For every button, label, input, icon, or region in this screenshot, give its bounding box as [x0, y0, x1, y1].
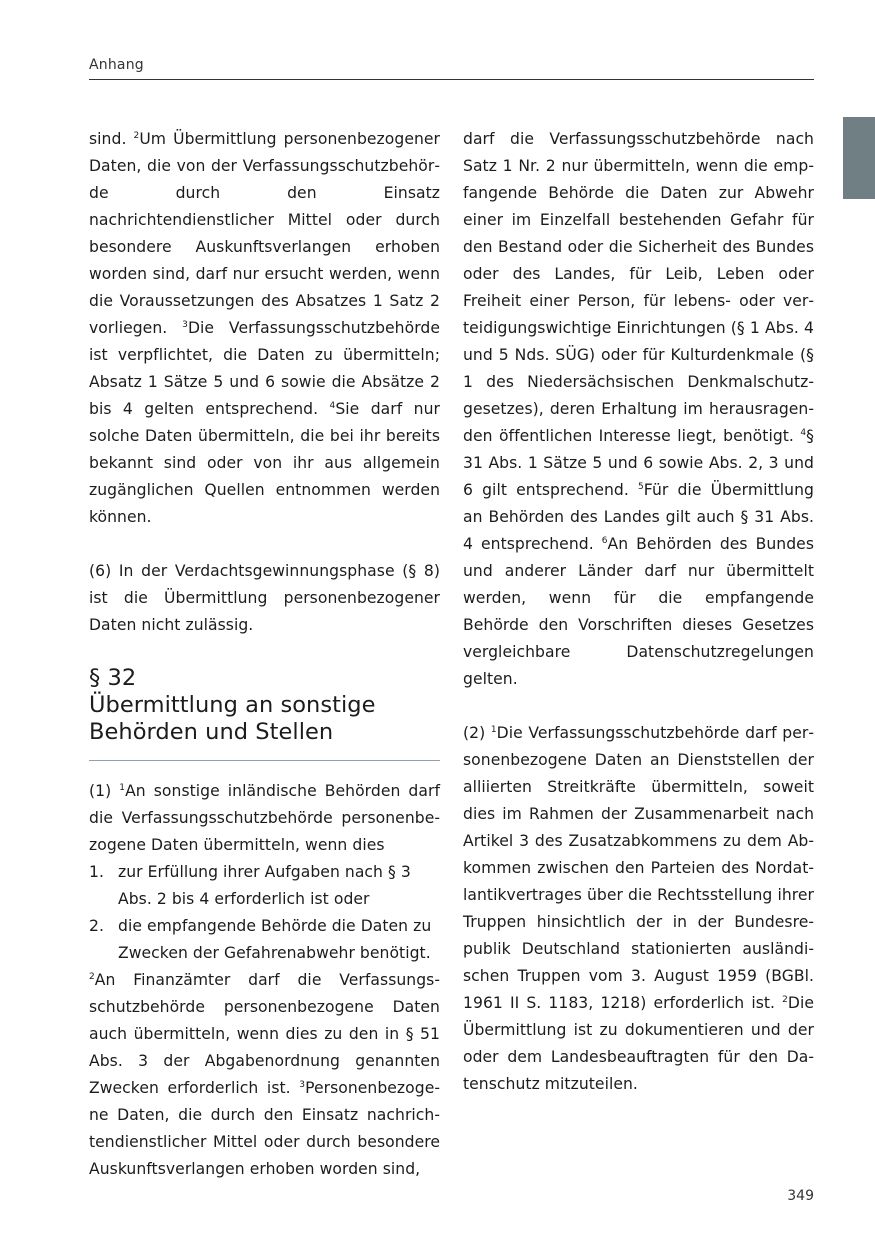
- section-rule: [89, 760, 440, 761]
- header-rule: [89, 79, 814, 80]
- section-title-line: Übermittlung an sonstige: [89, 692, 376, 718]
- text-run: Die Verfassungsschutzbehörde darf personenbezogene Daten an Dienststellen der alliierten Streitkräfte übermitteln, soweit dies im Rahmen der Zusammenarbeit nach Artikel 3 des Zusatzabkommens zu dem Abkommen zwischen den Parteien des Nordatlantikvertrages über die Rechtsstellung ihrer Truppen hinsichtlich der in der Bundesrepublik Deutschland stationierten ausländischen Truppen vom 3. August 1959 (BGBl. 1961 II S. 1183, 1218) erforderlich ist.: [463, 724, 814, 1012]
- list-item: [89, 859, 440, 913]
- text-run: darf die Verfassungsschutzbehörde nach Satz 1 Nr. 2 nur übermitteln, wenn die empfangende Behörde die Daten zur Abwehr einer im Einzelfall bestehenden Gefahr für den Bestand oder die Sicherheit des Bundes oder des Landes, für Leib, Leben oder Freiheit einer Person, für lebens- oder verteidigungswichtige Einrichtungen (§ 1 Abs. 4 und 5 Nds. SÜG) oder für Kulturdenkmale (§ 1 des Niedersächsischen Denkmalschutzgesetzes), deren Erhaltung im herausragenden öffentlichen Interesse liegt, benötigt.: [463, 130, 814, 445]
- list-number: 2.: [89, 917, 104, 935]
- paragraph-6: (6) In der Verdachtsgewinnungsphase (§ 8) ist die Übermittlung personenbezogener Daten nicht zulässig.: [89, 562, 440, 634]
- right-column: [463, 126, 814, 1098]
- sentence-number: 4: [800, 428, 807, 438]
- sentence-number: 3: [182, 320, 188, 330]
- text-run: Die Verfassungsschutzbehörde ist verpflichtet, die Daten zu übermitteln; Absatz 1 Sätze 5 und 6 sowie die Absätze 2 bis 4 gelten entsprechend.: [89, 319, 440, 418]
- text-run: Sie darf nur solche Daten übermitteln, die bei ihr bereits bekannt sind oder von ihr aus allgemein zugänglichen Quellen entnommen werden können.: [89, 400, 441, 526]
- sentence-number: 6: [601, 536, 608, 546]
- text-run: Um Übermittlung personenbezogener Daten, die von der Verfassungsschutzbehörde durch den Einsatz nachrichtendienstlicher Mittel oder durch besondere Auskunftsverlangen erhoben worden sind, darf nur ersucht werden, wenn die Voraussetzungen des Absatzes 1 Satz 2 vorliegen.: [89, 130, 440, 337]
- sentence-number: 2: [782, 995, 788, 1005]
- text-run: An sonstige inländische Behörden darf die Verfassungsschutzbehörde personenbezogene Daten übermitteln, wenn dies: [89, 782, 440, 854]
- text-run: (2): [463, 724, 491, 742]
- section-title-line: Behörden und Stellen: [89, 719, 334, 745]
- paragraph-1-continued: [89, 967, 440, 1183]
- sentence-number: 4: [329, 401, 336, 411]
- text-run: Für die Übermittlung an Behörden des Landes gilt auch § 31 Abs. 4 entsprechend.: [463, 481, 814, 553]
- thumb-index-tab: [843, 117, 875, 199]
- text-run: An Finanzämter darf die Verfassungsschutzbehörde personenbezogene Daten auch übermitteln, wenn dies zu den in § 51 Abs. 3 der Abgabenordnung genannten Zwecken erforderlich ist.: [89, 971, 440, 1097]
- enumerated-list: [89, 859, 440, 967]
- section-number: § 32: [89, 665, 137, 691]
- paragraph-1: [89, 778, 440, 859]
- paragraph-continuation: [89, 126, 440, 531]
- text-run: An Behörden des Bundes und anderer Länder darf nur übermittelt werden, wenn für die empfangende Behörde den Vorschriften dieses Gesetzes vergleichbare Datenschutzregelungen gelten.: [463, 535, 814, 688]
- running-head: Anhang: [89, 57, 144, 73]
- list-text: die empfangende Behörde die Daten zu Zwecken der Gefahrenabwehr benötigt.: [118, 917, 432, 962]
- sentence-number: 1: [119, 783, 126, 793]
- list-item: [89, 913, 440, 967]
- sentence-number: 2: [133, 131, 140, 141]
- sentence-number: 3: [299, 1080, 306, 1090]
- text-run: sind.: [89, 130, 134, 148]
- paragraph-1-conclusion: [463, 126, 814, 693]
- text-run: Personenbezogene Daten, die durch den Einsatz nachrichtendienstlicher Mittel oder durch besondere Auskunftsverlangen erhoben worden sind,: [89, 1079, 440, 1178]
- sentence-number: 5: [638, 482, 644, 492]
- sentence-number: 1: [490, 725, 497, 735]
- paragraph-2: [463, 720, 814, 1098]
- list-number: 1.: [89, 863, 104, 881]
- list-text: zur Erfüllung ihrer Aufgaben nach § 3 Abs. 2 bis 4 erforderlich ist oder: [118, 863, 411, 908]
- text-run: (1): [89, 782, 120, 800]
- page-number: 349: [787, 1188, 814, 1204]
- left-column: [89, 126, 440, 1183]
- sentence-number: 2: [89, 972, 95, 982]
- text-run: § 31 Abs. 1 Sätze 5 und 6 sowie Abs. 2, 3 und 6 gilt entsprechend.: [463, 427, 814, 499]
- section-heading: [89, 665, 440, 746]
- text-run: Die Übermittlung ist zu dokumentieren und der oder dem Landesbeauftragten für den Datenschutz mitzuteilen.: [463, 994, 814, 1093]
